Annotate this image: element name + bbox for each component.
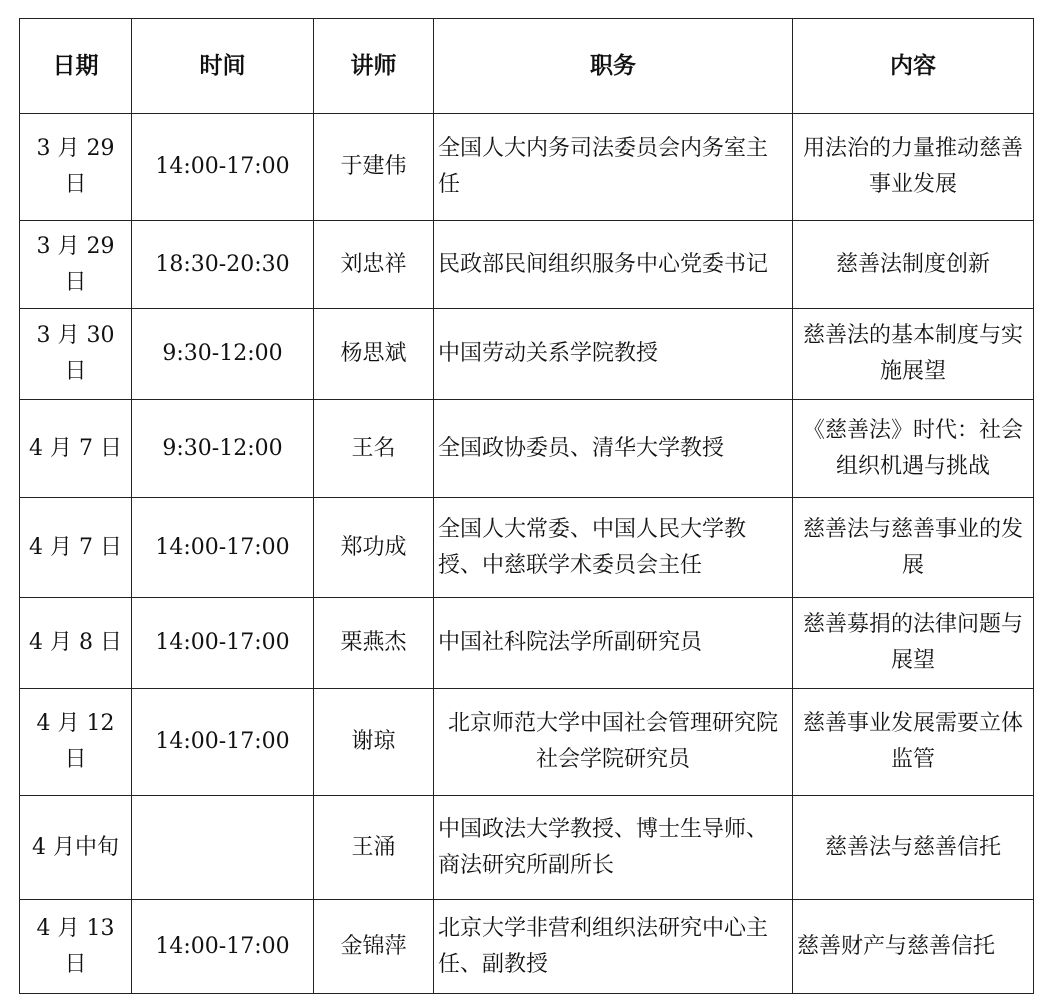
cell-topic: 慈善法的基本制度与实施展望 bbox=[793, 309, 1034, 400]
cell-role: 北京师范大学中国社会管理研究院 社会学院研究员 bbox=[434, 689, 793, 796]
cell-role: 民政部民间组织服务中心党委书记 bbox=[434, 221, 793, 309]
cell-lecturer: 杨思斌 bbox=[314, 309, 434, 400]
cell-date: 4 月 8 日 bbox=[20, 598, 132, 689]
cell-date: 4 月 13 日 bbox=[20, 900, 132, 994]
lecture-schedule-table bbox=[19, 18, 1034, 994]
cell-date: 4 月 7 日 bbox=[20, 498, 132, 598]
cell-topic: 慈善法与慈善信托 bbox=[793, 796, 1034, 900]
header-role: 职务 bbox=[434, 19, 793, 114]
header-row bbox=[20, 19, 1034, 114]
table-row bbox=[20, 309, 1034, 400]
table-row bbox=[20, 400, 1034, 498]
header-topic: 内容 bbox=[793, 19, 1034, 114]
table-row bbox=[20, 796, 1034, 900]
cell-date: 4 月 7 日 bbox=[20, 400, 132, 498]
cell-time: 9:30-12:00 bbox=[132, 309, 314, 400]
cell-topic: 慈善法与慈善事业的发展 bbox=[793, 498, 1034, 598]
cell-role: 全国人大内务司法委员会内务室主任 bbox=[434, 114, 793, 221]
cell-time bbox=[132, 796, 314, 900]
cell-topic: 用法治的力量推动慈善事业发展 bbox=[793, 114, 1034, 221]
table-row bbox=[20, 900, 1034, 994]
cell-topic: 《慈善法》时代：社会组织机遇与挑战 bbox=[793, 400, 1034, 498]
cell-time: 14:00-17:00 bbox=[132, 689, 314, 796]
cell-lecturer: 刘忠祥 bbox=[314, 221, 434, 309]
table-row bbox=[20, 689, 1034, 796]
cell-date: 3 月 30 日 bbox=[20, 309, 132, 400]
cell-topic: 慈善事业发展需要立体监管 bbox=[793, 689, 1034, 796]
cell-topic: 慈善财产与慈善信托 bbox=[793, 900, 1034, 994]
cell-role: 中国政法大学教授、博士生导师、商法研究所副所长 bbox=[434, 796, 793, 900]
cell-lecturer: 郑功成 bbox=[314, 498, 434, 598]
cell-topic: 慈善法制度创新 bbox=[793, 221, 1034, 309]
cell-time: 14:00-17:00 bbox=[132, 598, 314, 689]
table-row bbox=[20, 598, 1034, 689]
cell-role: 全国人大常委、中国人民大学教授、中慈联学术委员会主任 bbox=[434, 498, 793, 598]
cell-lecturer: 栗燕杰 bbox=[314, 598, 434, 689]
table-row bbox=[20, 221, 1034, 309]
cell-date: 4 月中旬 bbox=[20, 796, 132, 900]
cell-topic: 慈善募捐的法律问题与展望 bbox=[793, 598, 1034, 689]
table-row bbox=[20, 114, 1034, 221]
cell-lecturer: 于建伟 bbox=[314, 114, 434, 221]
header-time: 时间 bbox=[132, 19, 314, 114]
header-date: 日期 bbox=[20, 19, 132, 114]
cell-time: 9:30-12:00 bbox=[132, 400, 314, 498]
cell-time: 18:30-20:30 bbox=[132, 221, 314, 309]
cell-lecturer: 王涌 bbox=[314, 796, 434, 900]
cell-time: 14:00-17:00 bbox=[132, 900, 314, 994]
cell-lecturer: 金锦萍 bbox=[314, 900, 434, 994]
cell-lecturer: 王名 bbox=[314, 400, 434, 498]
table-row bbox=[20, 498, 1034, 598]
cell-role: 全国政协委员、清华大学教授 bbox=[434, 400, 793, 498]
cell-date: 4 月 12 日 bbox=[20, 689, 132, 796]
cell-role: 北京大学非营利组织法研究中心主任、副教授 bbox=[434, 900, 793, 994]
cell-date: 3 月 29 日 bbox=[20, 114, 132, 221]
cell-role: 中国劳动关系学院教授 bbox=[434, 309, 793, 400]
cell-lecturer: 谢琼 bbox=[314, 689, 434, 796]
cell-time: 14:00-17:00 bbox=[132, 498, 314, 598]
cell-time: 14:00-17:00 bbox=[132, 114, 314, 221]
cell-date: 3 月 29 日 bbox=[20, 221, 132, 309]
header-lecturer: 讲师 bbox=[314, 19, 434, 114]
cell-role: 中国社科院法学所副研究员 bbox=[434, 598, 793, 689]
